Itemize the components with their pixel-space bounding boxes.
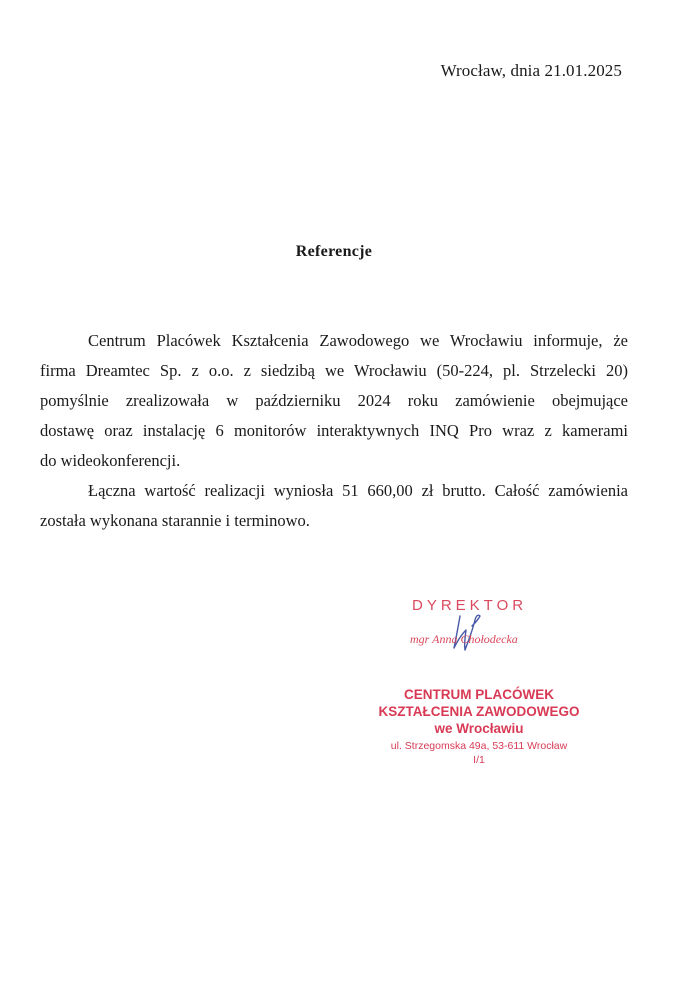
stamp-line: we Wrocławiu (434, 721, 524, 736)
paragraph-line: Łączna wartość realizacji wyniosła 51 660,00 zł brutto. Całość zamówienia (88, 481, 628, 500)
stamp-line: CENTRUM PLACÓWEK (404, 687, 554, 702)
document-body (40, 326, 628, 536)
paragraph-line: dostawę oraz instalację 6 monitorów interaktywnych INQ Pro wraz z kamerami (40, 421, 628, 440)
institution-stamp (372, 686, 586, 767)
paragraph-line: została wykonana starannie i terminowo. (40, 511, 310, 530)
document-title: Referencje (295, 243, 373, 260)
paragraph-line: do wideokonferencji. (40, 451, 181, 470)
stamp-address: ul. Strzegomska 49a, 53-611 Wrocław (390, 740, 568, 752)
director-title: DYREKTOR (412, 597, 528, 614)
director-name: mgr Anna Chołodecka (410, 632, 518, 646)
paragraph-line: firma Dreamtec Sp. z o.o. z siedzibą we Wrocławiu (50-224, pl. Strzelecki 20) (40, 361, 628, 380)
place-date: Wrocław, dnia 21.01.2025 (440, 61, 622, 80)
paragraph-1 (40, 326, 628, 476)
stamp-line: KSZTAŁCENIA ZAWODOWEGO (378, 704, 580, 719)
stamp-code: I/1 (473, 754, 485, 766)
paragraph-2 (40, 476, 628, 536)
paragraph-line: pomyślnie zrealizowała w październiku 2024 roku zamówienie obejmujące (40, 391, 628, 410)
paragraph-line: Centrum Placówek Kształcenia Zawodowego we Wrocławiu informuje, że (88, 331, 628, 350)
